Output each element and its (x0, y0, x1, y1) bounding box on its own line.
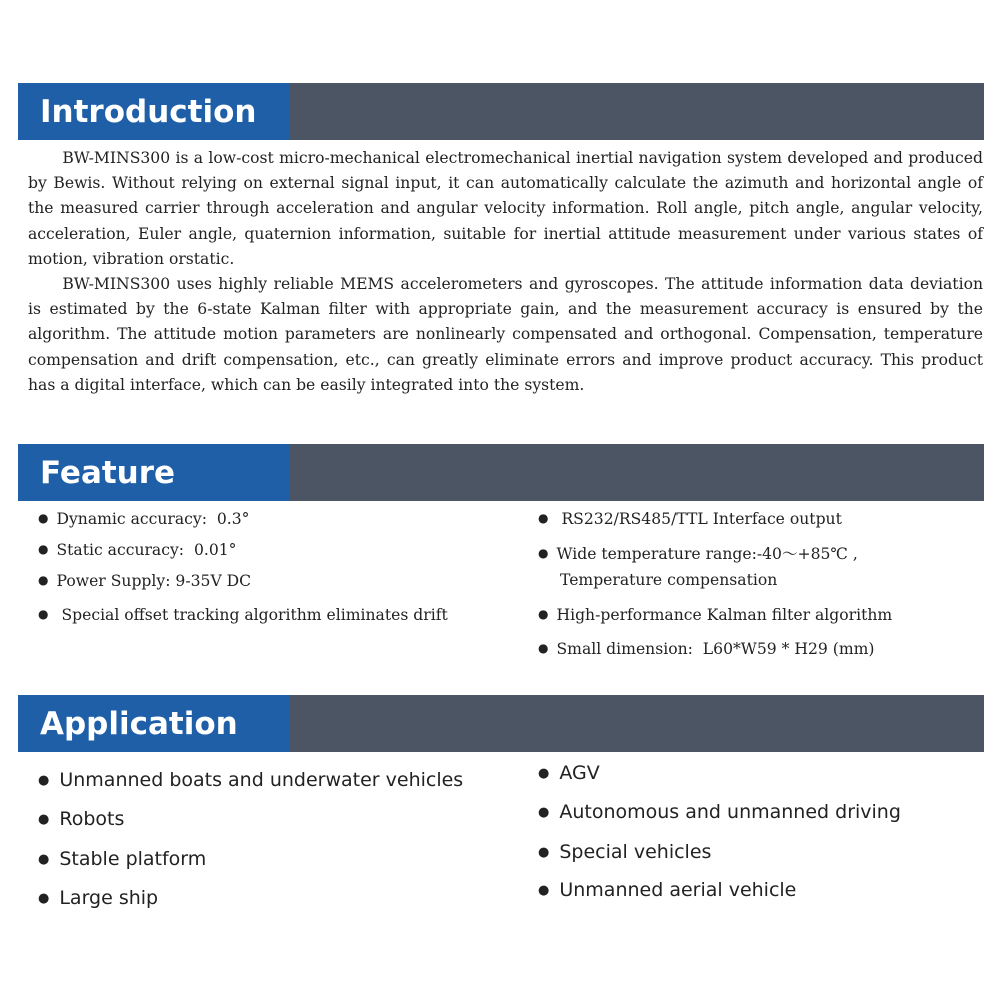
bullet-icon: ● (538, 766, 550, 781)
feature-title: Feature (40, 455, 176, 491)
application-item: ● AGV (538, 762, 600, 784)
bullet-icon: ● (538, 845, 550, 860)
application-item: ● Special vehicles (538, 841, 712, 863)
bullet-icon: ● (38, 542, 49, 556)
feature-header (18, 444, 984, 501)
application-title: Application (40, 706, 238, 742)
application-header (18, 695, 984, 752)
bullet-icon: ● (38, 891, 50, 906)
application-item: ● Unmanned aerial vehicle (538, 879, 797, 901)
bullet-icon: ● (38, 773, 50, 788)
bullet-icon: ● (538, 607, 549, 621)
application-item: ● Autonomous and unmanned driving (538, 801, 901, 823)
feature-item: ● Small dimension: L60*W59 * H29 (mm) (538, 640, 875, 658)
bullet-icon: ● (538, 511, 549, 525)
feature-item: ● Static accuracy: 0.01° (38, 541, 237, 559)
feature-item: ● Special offset tracking algorithm eliminates drift (38, 606, 448, 624)
intro-title: Introduction (40, 94, 257, 130)
intro-header (18, 83, 984, 140)
bullet-icon: ● (538, 883, 550, 898)
bullet-icon: ● (38, 573, 49, 587)
bullet-icon: ● (538, 546, 549, 560)
feature-item-continuation: Temperature compensation (560, 571, 778, 589)
feature-item: ● Power Supply: 9-35V DC (38, 572, 252, 590)
bullet-icon: ● (538, 805, 550, 820)
application-item: ● Large ship (38, 887, 159, 909)
intro-paragraph: BW-MINS300 uses highly reliable MEMS accelerometers and gyroscopes. The attitude information data deviation is estimated by the 6-state Kalman filter with appropriate gain, and the measurement accuracy is ensured by the algorithm. The attitude motion parameters are nonlinearly compensated and orthogonal. Compensation, temperature compensation and drift compensation, etc., can greatly eliminate errors and improve product accuracy. This product has a digital interface, which can be easily integrated into the system. (28, 275, 983, 394)
bullet-icon: ● (38, 852, 50, 867)
application-item: ● Stable platform (38, 848, 207, 870)
feature-item: ● Dynamic accuracy: 0.3° (38, 510, 250, 528)
intro-body (28, 146, 983, 398)
application-item: ● Robots (38, 808, 125, 830)
bullet-icon: ● (538, 641, 549, 655)
feature-item: ● Wide temperature range:-40～+85℃ , (538, 545, 858, 563)
bullet-icon: ● (38, 511, 49, 525)
application-item: ● Unmanned boats and underwater vehicles (38, 769, 464, 791)
bullet-icon: ● (38, 812, 50, 827)
bullet-icon: ● (38, 607, 49, 621)
feature-item: ● High-performance Kalman filter algorithm (538, 606, 893, 624)
feature-item: ● RS232/RS485/TTL Interface output (538, 510, 842, 528)
intro-paragraph: BW-MINS300 is a low-cost micro-mechanical electromechanical inertial navigation system developed and produced by Bewis. Without relying on external signal input, it can automatically calculate the azimuth and horizontal angle of the measured carrier through acceleration and angular velocity information. Roll angle, pitch angle, angular velocity, acceleration, Euler angle, quaternion information, suitable for inertial attitude measurement under various states of motion, vibration orstatic. (28, 149, 983, 268)
